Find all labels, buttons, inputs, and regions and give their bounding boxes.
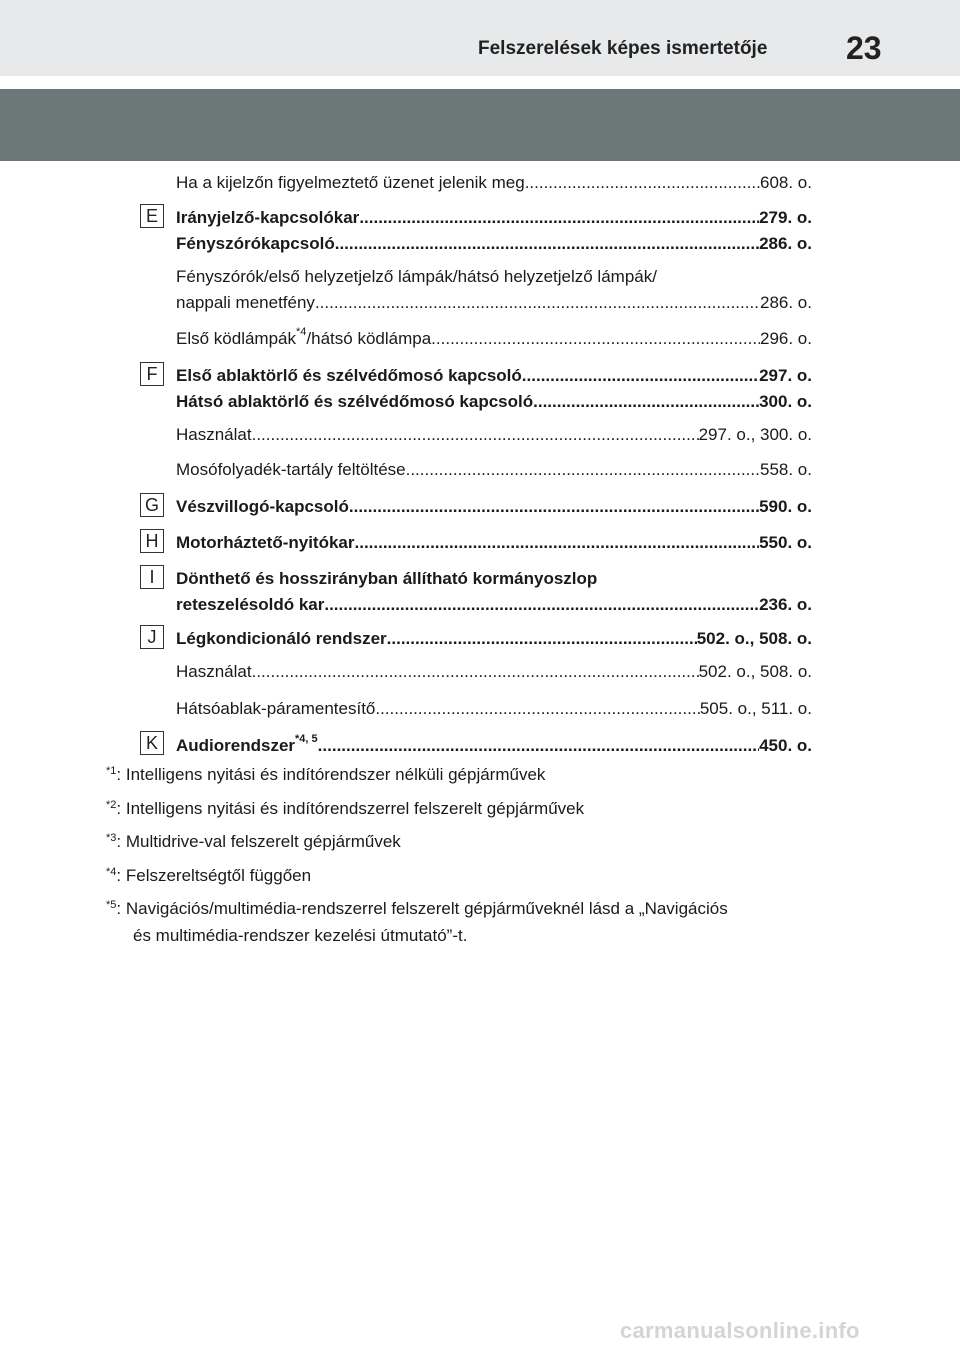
toc-entry-line: Fényszórók/első helyzetjelző lámpák/hátsó helyzetjelző lámpák/ — [176, 267, 657, 286]
page-header — [0, 0, 960, 76]
footnote: $^{*2}$: Intelligens nyitási és indítórendszerrel felszerelt gépjárművek — [106, 799, 585, 818]
label-K: K — [140, 731, 164, 755]
toc-entry: Ha a kijelzőn figyelmeztető üzenet jelenik meg ..... 608. o. — [176, 168, 812, 194]
toc-entry: Első ablaktörlő és szélvédőmosó kapcsoló ..... 297. o. — [176, 361, 812, 387]
label-E: E — [140, 204, 164, 228]
toc-entry: Audiorendszer$^{*4, 5}$ ..... 450. o. — [176, 731, 812, 757]
label-G: G — [140, 493, 164, 517]
toc-entry: Légkondicionáló rendszer ..... 502. o., 508. o. — [176, 624, 812, 650]
toc-entry: Használat ..... 297. o., 300. o. — [176, 420, 812, 446]
page-number: 23 — [846, 30, 882, 66]
toc-entry: Hátsóablak-páramentesítő ..... 505. o., 511. o. — [176, 694, 812, 720]
watermark: carmanualsonline.info — [620, 1318, 860, 1343]
toc-entry-line: Dönthető és hosszirányban állítható kormányoszlop — [176, 569, 598, 588]
toc-entry: Hátsó ablaktörlő és szélvédőmosó kapcsoló ..... 300. o. — [176, 387, 812, 413]
label-H: H — [140, 529, 164, 553]
toc-entry: Fényszórókapcsoló ..... 286. o. — [176, 229, 812, 255]
label-I: I — [140, 565, 164, 589]
toc-entry: Használat ..... 502. o., 508. o. — [176, 657, 812, 683]
toc-entry: Mosófolyadék-tartály feltöltése ..... 558. o. — [176, 455, 812, 481]
toc-entry: Irányjelző-kapcsolókar ..... 279. o. — [176, 203, 812, 229]
label-J: J — [140, 625, 164, 649]
footnote: $^{*4}$: Felszereltségtől függően — [106, 866, 312, 885]
footnote-continuation: és multimédia-rendszer kezelési útmutató”-t. — [133, 926, 468, 945]
toc-entry: Első ködlámpák$^{*4}$/hátsó ködlámpa ..... 296. o. — [176, 324, 812, 350]
section-title: Felszerelések képes ismertetője — [478, 38, 768, 59]
label-F: F — [140, 362, 164, 386]
header-band — [0, 89, 960, 161]
toc-entry: Vészvillogó-kapcsoló ..... 590. o. — [176, 492, 812, 518]
toc-entry: reteszelésoldó kar ..... 236. o. — [176, 590, 812, 616]
footnote: $^{*1}$: Intelligens nyitási és indítórendszer nélküli gépjárművek — [106, 765, 546, 784]
footnote: $^{*5}$: Navigációs/multimédia-rendszerrel felszerelt gépjárműveknél lásd a „Navigációs — [106, 899, 728, 918]
toc-entry: nappali menetfény ..... 286. o. — [176, 288, 812, 314]
footnote: $^{*3}$: Multidrive-val felszerelt gépjárművek — [106, 832, 401, 851]
toc-entry: Motorháztető-nyitókar ..... 550. o. — [176, 528, 812, 554]
